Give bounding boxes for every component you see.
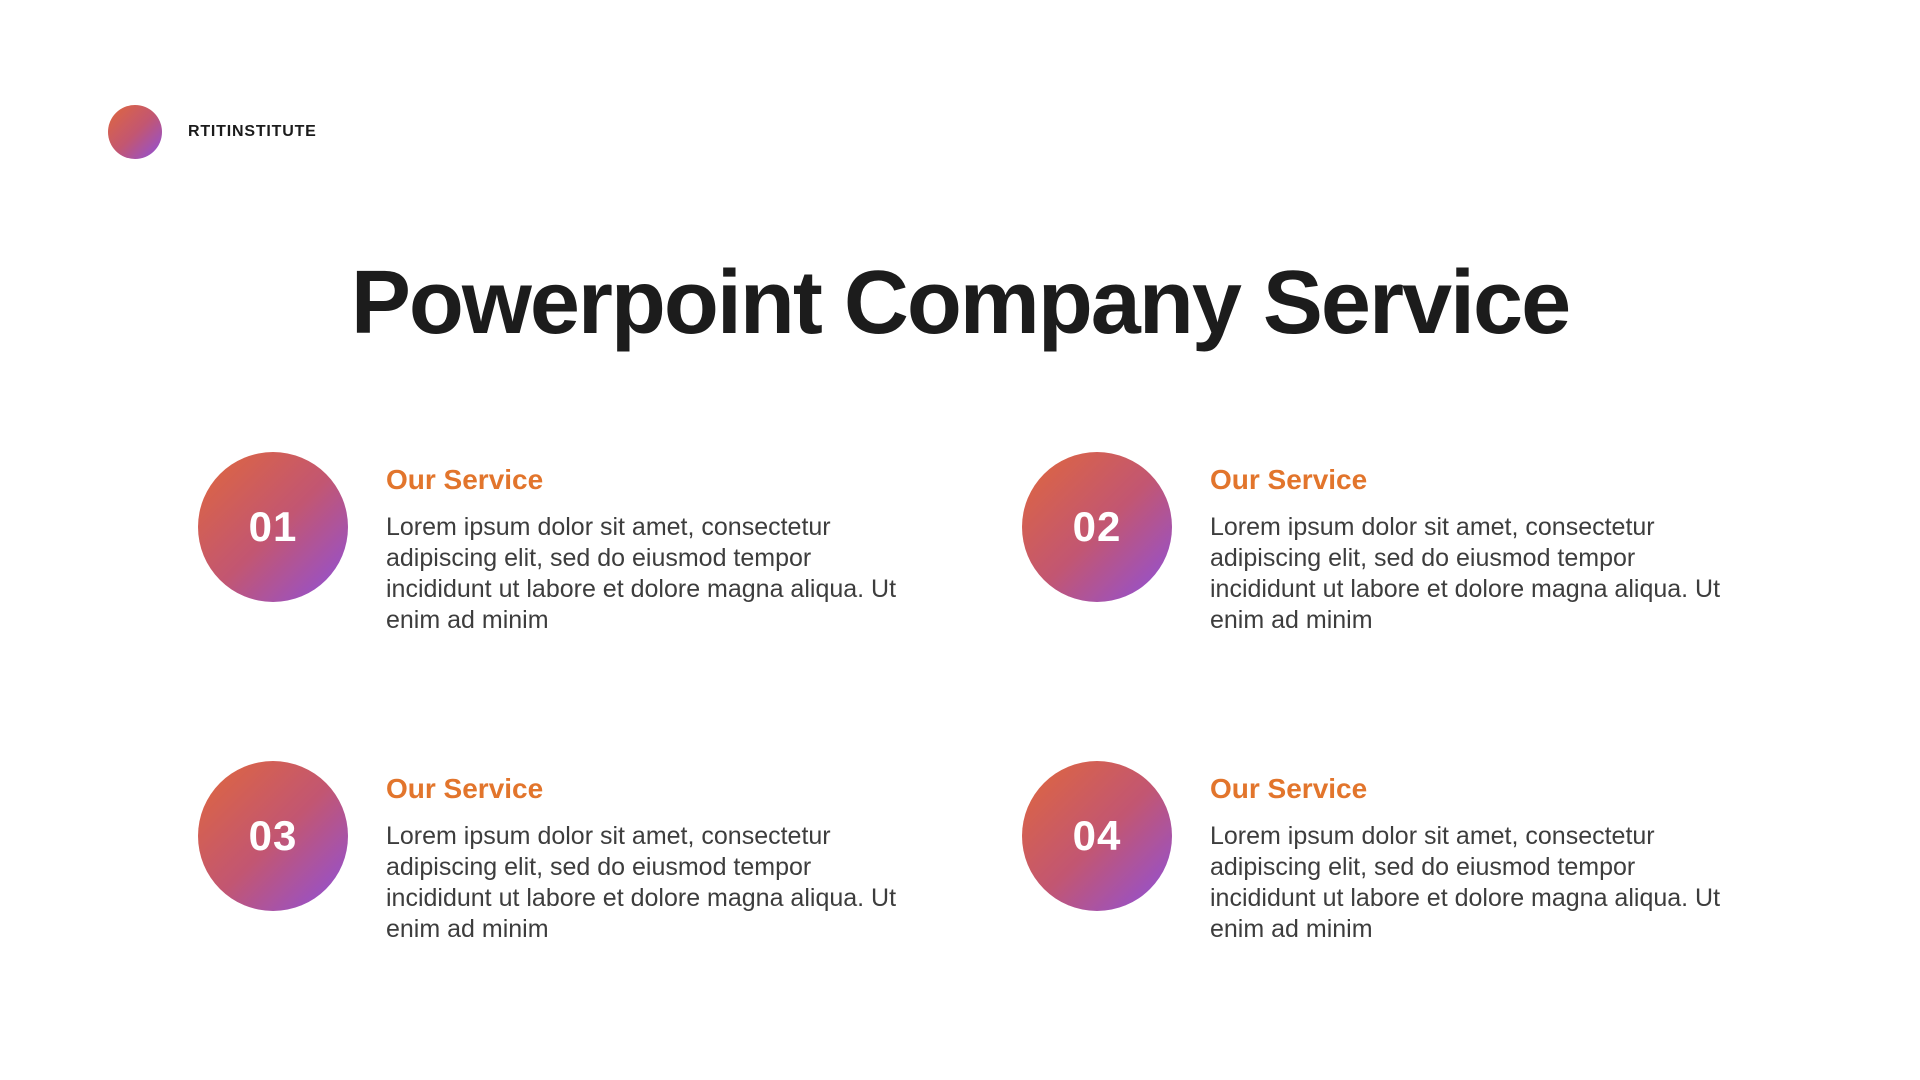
- services-grid: [198, 452, 1725, 945]
- service-item-1: [198, 452, 901, 636]
- service-number-badge: [198, 761, 348, 911]
- brand-name: RTITINSTITUTE: [188, 123, 317, 140]
- service-text-block: [386, 761, 901, 945]
- service-number-badge: [1022, 452, 1172, 602]
- service-number: 02: [1072, 503, 1122, 550]
- service-number-badge: [198, 452, 348, 602]
- service-number: 04: [1072, 812, 1122, 859]
- service-heading: Our Service: [1210, 464, 1368, 495]
- gradient-circle-icon: [108, 105, 162, 159]
- service-number: 01: [248, 503, 298, 550]
- service-number: 03: [248, 812, 298, 859]
- service-description: Lorem ipsum dolor sit amet, consectetur adipiscing elit, sed do eiusmod tempor incididunt ut labore et dolore magna aliqua. Ut enim ad minim: [386, 822, 897, 943]
- service-item-2: [1022, 452, 1725, 636]
- brand-logo: [108, 105, 317, 159]
- service-text-block: [1210, 761, 1725, 945]
- page-title: Powerpoint Company Service: [350, 253, 1570, 353]
- service-number-badge: [1022, 761, 1172, 911]
- service-text-block: [386, 452, 901, 636]
- service-text-block: [1210, 452, 1725, 636]
- service-item-4: [1022, 761, 1725, 945]
- service-item-3: [198, 761, 901, 945]
- service-heading: Our Service: [386, 464, 544, 495]
- service-description: Lorem ipsum dolor sit amet, consectetur adipiscing elit, sed do eiusmod tempor incididunt ut labore et dolore magna aliqua. Ut enim ad minim: [1210, 822, 1721, 943]
- service-description: Lorem ipsum dolor sit amet, consectetur adipiscing elit, sed do eiusmod tempor incididunt ut labore et dolore magna aliqua. Ut enim ad minim: [1210, 513, 1721, 634]
- service-description: Lorem ipsum dolor sit amet, consectetur adipiscing elit, sed do eiusmod tempor incididunt ut labore et dolore magna aliqua. Ut enim ad minim: [386, 513, 897, 634]
- service-heading: Our Service: [386, 773, 544, 804]
- service-heading: Our Service: [1210, 773, 1368, 804]
